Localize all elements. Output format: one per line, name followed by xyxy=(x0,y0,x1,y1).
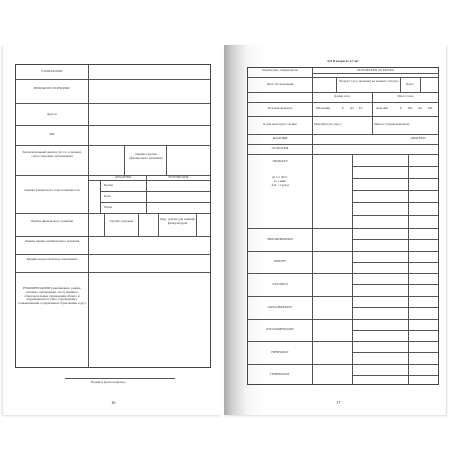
label-exams: ОСМОТРЫ xyxy=(271,146,289,150)
analysis-blood: Крови xyxy=(104,183,113,187)
left-form-frame xyxy=(15,64,211,368)
analysis-stool: Кала xyxy=(104,194,111,198)
label-final-diagnosis: Заключительный диагноз (в т.ч. основной, сопутствующие заболевания) xyxy=(22,150,82,158)
right-form-frame xyxy=(247,67,439,385)
girls-stage-ma: Ma xyxy=(408,106,413,110)
vitals-line-2: за 1 мин; xyxy=(273,179,287,183)
label-gynecologist: ГИНЕКОЛОГ xyxy=(270,372,290,376)
label-ophthalmologist: ОФТАЛЬМОЛОГ xyxy=(267,305,293,309)
label-menarche: Б или менструал. ф-ция xyxy=(263,122,297,126)
label-orthopedist: ОРТОПЕД xyxy=(272,282,288,286)
left-page xyxy=(3,45,221,415)
label-health-group: Группа здоровья xyxy=(109,219,134,223)
label-endocrinologist: ЭНДОКРИНОЛОГ xyxy=(266,237,294,241)
label-pediatrician: ПЕДИАТР xyxy=(272,159,288,163)
label-length: Длина тела xyxy=(334,94,350,98)
label-physical-development: Оценка физического развития xyxy=(30,219,74,223)
vitals-line-3: АД – 3 раза) xyxy=(271,183,289,187)
label-class: Класс xyxy=(405,82,415,86)
label-med-ped-conclusion: Медико-педагогическое заключение xyxy=(26,257,78,261)
label-complaints: ЖАЛОБЫ xyxy=(272,136,288,140)
label-exam-date: Дата обследования xyxy=(266,82,294,86)
label-ekg: ЭКГ xyxy=(48,132,56,136)
boys-stage-fa: Fa xyxy=(359,106,363,110)
girls-stage-p: P xyxy=(400,106,402,110)
label-surgeon: ХИРУРГ xyxy=(273,259,287,263)
label-stomatolog: СТОМАТОЛОГ xyxy=(40,69,64,73)
label-boys: Мальчики xyxy=(316,106,331,110)
vitals-line-1: (в т.ч. ЧСС xyxy=(272,175,288,179)
label-physical-preparedness: Оценка физического подготовленности xyxy=(24,188,80,192)
results-header: РЕЗУЛЬТАТЫ xyxy=(168,175,189,179)
page-number-right: 17 xyxy=(336,400,341,405)
analysis-urine: Мочи xyxy=(104,205,112,209)
label-group-evaluation: Оценка группы (физического развития) xyxy=(129,152,163,160)
label-weight: Масса тела xyxy=(397,94,414,98)
label-pediatr-psiholog: ПЕДИАТОР, ПСИХОЛОГ xyxy=(33,86,71,90)
results-exam-header: РЕЗУЛЬТАТЫ ОСМОТРА xyxy=(357,68,394,72)
boys-stage-p: P xyxy=(342,106,344,110)
analyses-header: АНАЛИЗЫ xyxy=(114,175,132,179)
girls-stage-ax: Ax xyxy=(418,106,423,110)
label-recommendations: РЕКОМЕНДАЦИИ (закаливание, режим, питание, наблюдение, поступление в образовательные учреждения общего и коррекционного типа, учреждения с повышенными содержанием образования и др.) xyxy=(18,286,86,306)
label-diagnosis: ДИАГНОЗ xyxy=(410,136,426,140)
right-page xyxy=(224,45,446,415)
label-sexual-formula: Половая формула xyxy=(267,106,293,110)
girls-stage-me: Me xyxy=(428,106,433,110)
signature-caption: Подпись врача-педиатра xyxy=(91,380,126,384)
label-otolaryngologist: ОТОЛАРИНГОЛОГ xyxy=(265,327,295,331)
label-parameters: Параметры, специалисты xyxy=(262,68,298,72)
label-other: Другое xyxy=(47,112,57,116)
label-med-group: Мед. группа для занятий физкультурой xyxy=(160,217,195,225)
label-menarche-age: Менорбе (лет, мес.) xyxy=(314,122,342,126)
label-age: Возраст (лет, месяцев) на момент осмотра xyxy=(339,79,399,83)
boys-stage-ax: Ax xyxy=(350,106,355,110)
right-title: К.6 В возрасте 12 лет xyxy=(327,59,359,63)
page-number-left: 16 xyxy=(111,400,116,405)
label-neurologist: НЕВРОЛОГ xyxy=(271,350,289,354)
label-neuro-psych: Оценка нервно-психического развития xyxy=(24,239,80,243)
label-girls: Девочки xyxy=(376,106,388,110)
label-menses: Менсес (характеристика) xyxy=(374,122,410,126)
signature-line xyxy=(65,378,175,379)
